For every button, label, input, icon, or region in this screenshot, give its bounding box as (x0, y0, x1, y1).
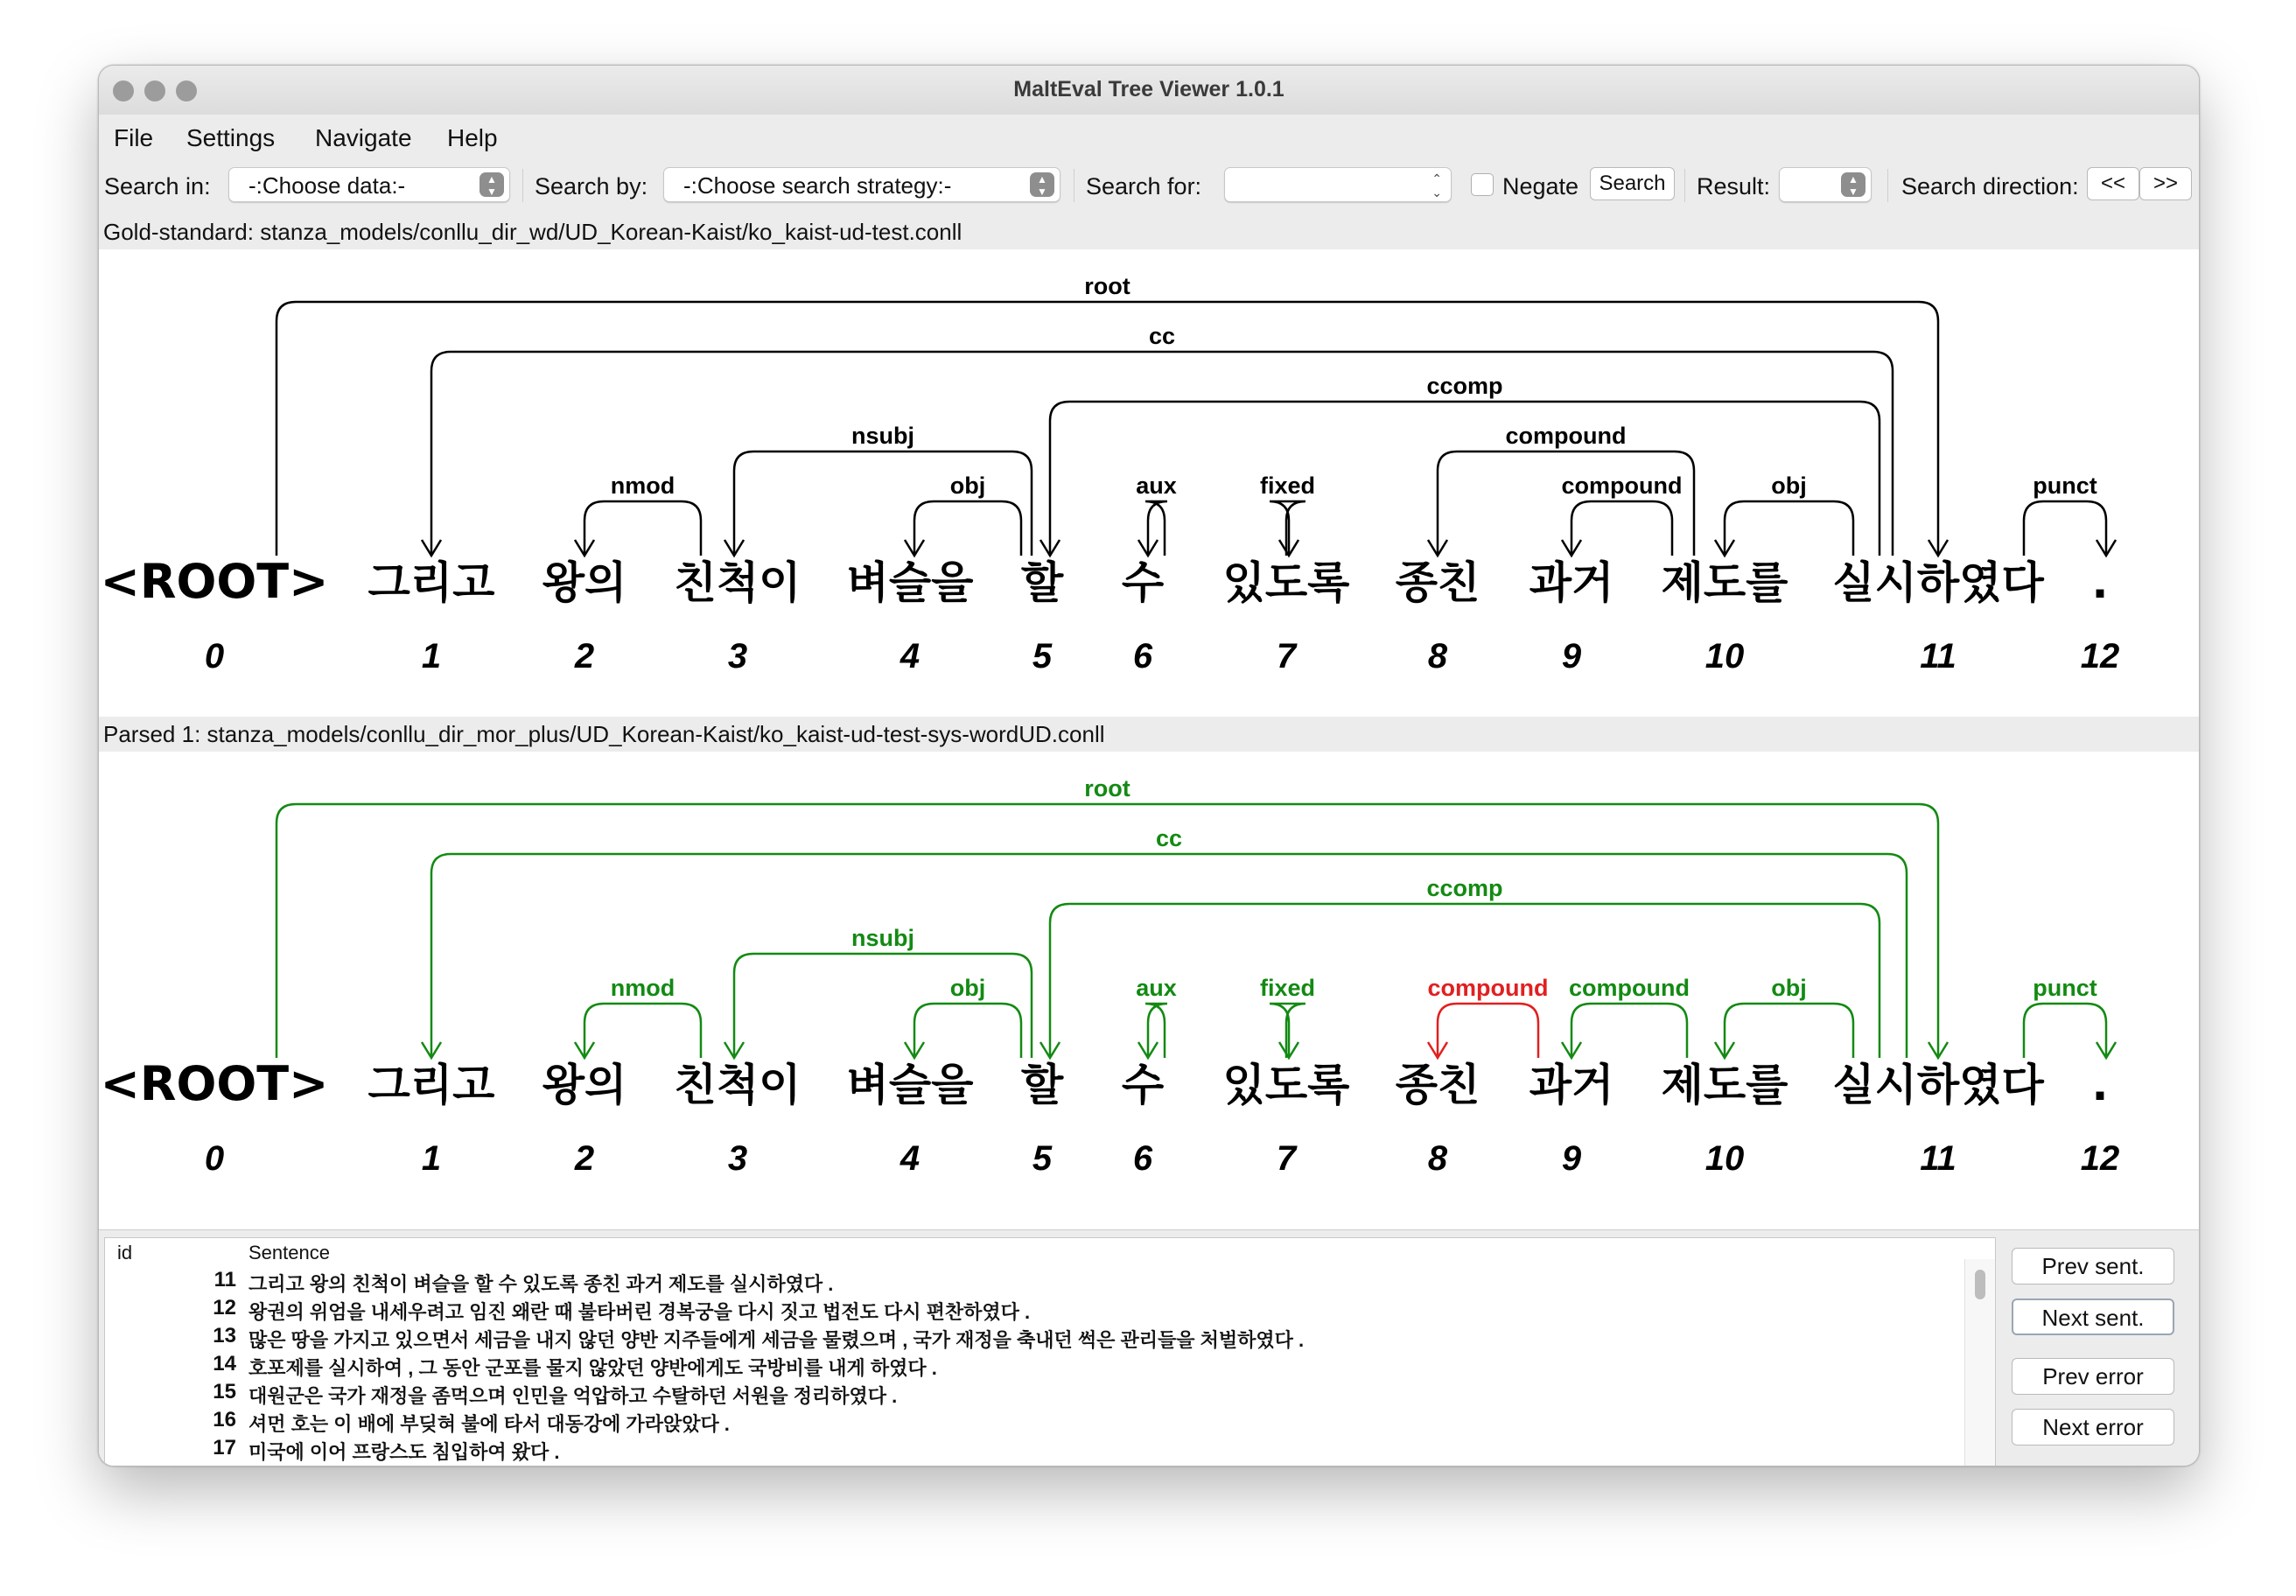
token-word[interactable]: 할 (1020, 1060, 1064, 1110)
dependency-arc-ccomp (1040, 875, 1880, 1058)
negate-label: Negate (1502, 173, 1579, 200)
token-index: 10 (1704, 637, 1745, 676)
arc-label: aux (1136, 975, 1177, 1001)
up-down-arrows-icon: ▲ ▼ (480, 172, 504, 197)
arc-label: ccomp (1426, 373, 1503, 399)
token-word[interactable]: 종친 (1395, 557, 1480, 608)
menu-bar (99, 115, 2199, 158)
token-word[interactable]: 할 (1020, 557, 1064, 608)
token-index: 12 (2080, 1139, 2120, 1178)
arc-line (276, 804, 1938, 1058)
token-index: 4 (900, 637, 920, 676)
row-id: 11 (214, 1268, 236, 1292)
arc-label: obj (1771, 975, 1807, 1001)
token-index: 1 (421, 1139, 442, 1178)
arc-label: nsubj (851, 423, 914, 449)
dependency-arc-compound (1428, 975, 1549, 1058)
parsed-tree-panel (99, 752, 2199, 1229)
token-word[interactable]: 과거 (1529, 557, 1614, 608)
dependency-arc-obj (1715, 472, 1853, 556)
arc-line (431, 854, 1907, 1058)
toolbar-separator (1887, 169, 1888, 202)
table-row[interactable] (105, 1266, 1995, 1294)
arc-line (2024, 1004, 2106, 1058)
token-index: 2 (574, 637, 595, 676)
menu-settings[interactable]: Settings (186, 124, 276, 151)
search-forward-button[interactable]: >> (2139, 167, 2192, 200)
token-index: 4 (900, 1139, 920, 1178)
menu-navigate[interactable]: Navigate (315, 124, 412, 151)
token-word[interactable]: 실시하였다 (1832, 1060, 2044, 1110)
arc-label: nmod (610, 975, 676, 1001)
search-in-select[interactable] (228, 167, 510, 202)
gold-tree-panel (99, 249, 2199, 717)
row-sentence: 미국에 이어 프랑스도 침입하여 왔다 . (248, 1441, 560, 1463)
token-index: 7 (1276, 637, 1297, 676)
arc-line (2024, 501, 2106, 556)
next-error-button[interactable]: Next error (2012, 1409, 2174, 1446)
table-row[interactable] (105, 1406, 1995, 1434)
token-index: 0 (204, 1139, 225, 1178)
token-word[interactable]: . (2091, 1060, 2109, 1110)
arc-line (1572, 501, 1672, 556)
negate-checkbox[interactable] (1471, 173, 1494, 196)
token-word[interactable]: 벼슬을 (846, 1060, 974, 1110)
arc-line (1438, 1004, 1538, 1058)
row-id: 16 (213, 1408, 236, 1432)
token-index: 1 (421, 637, 442, 676)
arc-label: obj (949, 975, 986, 1001)
toolbar-separator (522, 169, 523, 202)
table-row[interactable] (105, 1322, 1995, 1350)
token-word[interactable]: 수 (1121, 1060, 1165, 1110)
dependency-arc-nsubj (724, 423, 1032, 556)
token-word[interactable]: <ROOT> (100, 554, 329, 609)
token-index: 3 (727, 637, 748, 676)
arc-label: compound (1561, 472, 1683, 499)
token-index: 9 (1561, 637, 1582, 676)
table-row[interactable] (105, 1350, 1995, 1378)
token-word[interactable]: 수 (1121, 557, 1165, 608)
prev-sentence-button[interactable]: Prev sent. (2012, 1248, 2174, 1284)
arc-label: punct (2033, 472, 2097, 499)
arc-line (1572, 1004, 1687, 1058)
token-index: 11 (1920, 1139, 1956, 1178)
arc-label: nmod (610, 472, 676, 499)
token-word[interactable]: 친척이 (674, 557, 802, 608)
search-button[interactable]: Search (1590, 167, 1675, 200)
dependency-arc-nsubj (724, 925, 1032, 1058)
sentence-list-area (99, 1229, 2199, 1466)
token-index: 2 (574, 1139, 595, 1178)
arc-label: cc (1155, 825, 1183, 851)
token-word[interactable]: 그리고 (368, 1060, 495, 1110)
sentence-table[interactable] (104, 1237, 1996, 1466)
arc-line (1438, 452, 1694, 556)
dependency-arc-root (276, 273, 1948, 556)
arc-label: punct (2033, 975, 2097, 1001)
arc-line (1145, 501, 1167, 556)
token-index: 0 (204, 637, 225, 676)
app-window (98, 65, 2200, 1466)
gold-path-label: Gold-standard: stanza_models/conllu_dir_wd/UD_Korean-Kaist/ko_kaist-ud-test.conll (99, 214, 2200, 249)
arc-label: compound (1569, 975, 1690, 1001)
title-bar (99, 66, 2199, 116)
token-index: 5 (1032, 637, 1053, 676)
row-id: 12 (213, 1296, 236, 1320)
prev-error-button[interactable]: Prev error (2012, 1358, 2174, 1395)
table-scrollbar[interactable] (1964, 1259, 1995, 1466)
search-in-label: Search in: (104, 173, 211, 200)
token-index: 11 (1920, 637, 1956, 676)
search-for-label: Search for: (1086, 173, 1202, 200)
dependency-arc-obj (905, 975, 1021, 1058)
arc-line (584, 501, 701, 556)
row-sentence: 그리고 왕의 친척이 벼슬을 할 수 있도록 종친 과거 제도를 실시하였다 . (248, 1273, 834, 1295)
token-word[interactable]: . (2091, 557, 2109, 608)
dependency-arc-root (276, 775, 1948, 1058)
toolbar-separator (1684, 169, 1685, 202)
dependency-arc-nmod (575, 975, 701, 1058)
search-by-select[interactable] (663, 167, 1060, 202)
arc-label: obj (1771, 472, 1807, 499)
dependency-arc-aux (1136, 472, 1177, 556)
token-word[interactable]: 벼슬을 (846, 557, 974, 608)
next-sentence-button[interactable]: Next sent. (2012, 1298, 2174, 1335)
arc-line (276, 302, 1938, 556)
token-word[interactable]: 과거 (1529, 1060, 1614, 1110)
column-header-sentence[interactable]: Sentence (248, 1242, 330, 1264)
dependency-arc-compound (1562, 975, 1690, 1058)
arc-label: aux (1136, 472, 1177, 499)
row-sentence: 셔먼 호는 이 배에 부딪혀 불에 타서 대동강에 가라앉았다 . (248, 1413, 730, 1435)
token-index: 9 (1561, 1139, 1582, 1178)
column-header-id[interactable]: id (117, 1242, 133, 1264)
dependency-arc-obj (905, 472, 1021, 556)
search-for-input[interactable] (1224, 167, 1452, 202)
table-row[interactable] (105, 1434, 1995, 1462)
token-word[interactable]: 실시하였다 (1832, 557, 2044, 608)
dependency-arc-compound (1562, 472, 1683, 556)
arc-line (914, 501, 1021, 556)
arc-line (1145, 1004, 1167, 1058)
token-word[interactable]: 있도록 (1222, 557, 1350, 608)
token-index: 12 (2080, 637, 2120, 676)
arc-label: root (1084, 775, 1130, 802)
token-word[interactable]: 왕의 (542, 1060, 627, 1110)
token-index: 8 (1427, 1139, 1448, 1178)
dependency-arc-fixed (1260, 472, 1315, 556)
menu-help[interactable]: Help (447, 124, 498, 151)
dependency-arc-punct (2024, 975, 2116, 1058)
up-down-arrows-icon: ▲ ▼ (1030, 172, 1054, 197)
token-word[interactable]: <ROOT> (100, 1056, 329, 1111)
row-id: 14 (213, 1352, 236, 1376)
token-word[interactable]: 왕의 (542, 557, 627, 608)
parsed-dependency-tree (99, 752, 2199, 1229)
row-sentence: 많은 땅을 가지고 있으면서 세금을 내지 않던 양반 지주들에게 세금을 물렸으며 , 국가 재정을 축내던 썩은 관리들을 처벌하였다 . (248, 1329, 1305, 1351)
token-index: 10 (1704, 1139, 1745, 1178)
dependency-arc-nmod (575, 472, 701, 556)
token-index: 7 (1276, 1139, 1297, 1178)
scrollbar-thumb[interactable] (1975, 1270, 1985, 1299)
token-index: 3 (727, 1139, 748, 1178)
arc-line (1725, 1004, 1853, 1058)
token-word[interactable]: 제도를 (1661, 557, 1788, 608)
token-index: 6 (1132, 637, 1153, 676)
arc-label: nsubj (851, 925, 914, 951)
arc-label: compound (1427, 975, 1549, 1001)
token-word[interactable]: 그리고 (368, 557, 495, 608)
search-toolbar (99, 158, 2199, 215)
row-sentence: 대원군은 국가 재정을 좀먹으며 인민을 억압하고 수탈하던 서원을 정리하였다 . (248, 1385, 898, 1407)
arc-line (584, 1004, 701, 1058)
arc-label: root (1084, 273, 1130, 299)
row-id: 13 (213, 1324, 236, 1348)
arc-label: fixed (1259, 472, 1316, 499)
gold-dependency-tree (99, 249, 2199, 717)
token-index: 6 (1132, 1139, 1153, 1178)
arc-line (1270, 1004, 1306, 1058)
arc-line (734, 452, 1032, 556)
dependency-arc-obj (1715, 975, 1853, 1058)
window-title: MaltEval Tree Viewer 1.0.1 (1013, 77, 1284, 102)
arc-line (914, 1004, 1021, 1058)
arc-line (1725, 501, 1853, 556)
arc-line (1270, 501, 1306, 556)
result-select[interactable] (1779, 167, 1872, 202)
token-word[interactable]: 친척이 (674, 1060, 802, 1110)
token-word[interactable]: 있도록 (1222, 1060, 1350, 1110)
dependency-arc-ccomp (1040, 373, 1880, 556)
result-label: Result: (1697, 173, 1771, 200)
token-word[interactable]: 종친 (1395, 1060, 1480, 1110)
token-index: 5 (1032, 1139, 1053, 1178)
search-in-value: -:Choose data:- (248, 172, 406, 199)
row-id: 17 (213, 1436, 236, 1460)
dependency-arc-fixed (1260, 975, 1315, 1058)
search-backward-button[interactable]: << (2087, 167, 2139, 200)
arc-line (734, 954, 1032, 1058)
arc-label: cc (1148, 323, 1176, 349)
search-direction-label: Search direction: (1901, 173, 2079, 200)
arc-label: compound (1505, 423, 1627, 449)
row-id: 15 (213, 1380, 236, 1404)
search-by-value: -:Choose search strategy:- (683, 172, 952, 199)
dependency-arc-punct (2024, 472, 2116, 556)
dependency-arc-aux (1136, 975, 1177, 1058)
arc-line (431, 352, 1893, 556)
chevron-up-down-icon: ⌃ ⌄ (1432, 172, 1442, 200)
row-sentence: 호포제를 실시하여 , 그 동안 군포를 물지 않았던 양반에게도 국방비를 내게 하였다 . (248, 1357, 937, 1379)
token-index: 8 (1427, 637, 1448, 676)
arc-label: obj (949, 472, 986, 499)
token-word[interactable]: 제도를 (1661, 1060, 1788, 1110)
menu-file[interactable]: File (114, 124, 154, 151)
arc-label: fixed (1259, 975, 1316, 1001)
up-down-arrows-icon: ▲ ▼ (1841, 172, 1866, 197)
row-sentence: 왕권의 위엄을 내세우려고 임진 왜란 때 불타버린 경복궁을 다시 짓고 법전도 다시 편찬하였다 . (248, 1301, 1031, 1323)
search-by-label: Search by: (535, 173, 648, 200)
table-row[interactable] (105, 1378, 1995, 1406)
arc-label: ccomp (1426, 875, 1503, 901)
table-row[interactable] (105, 1294, 1995, 1322)
parsed-path-label: Parsed 1: stanza_models/conllu_dir_mor_plus/UD_Korean-Kaist/ko_kaist-ud-test-sys-wordUD.conll (99, 717, 2200, 752)
